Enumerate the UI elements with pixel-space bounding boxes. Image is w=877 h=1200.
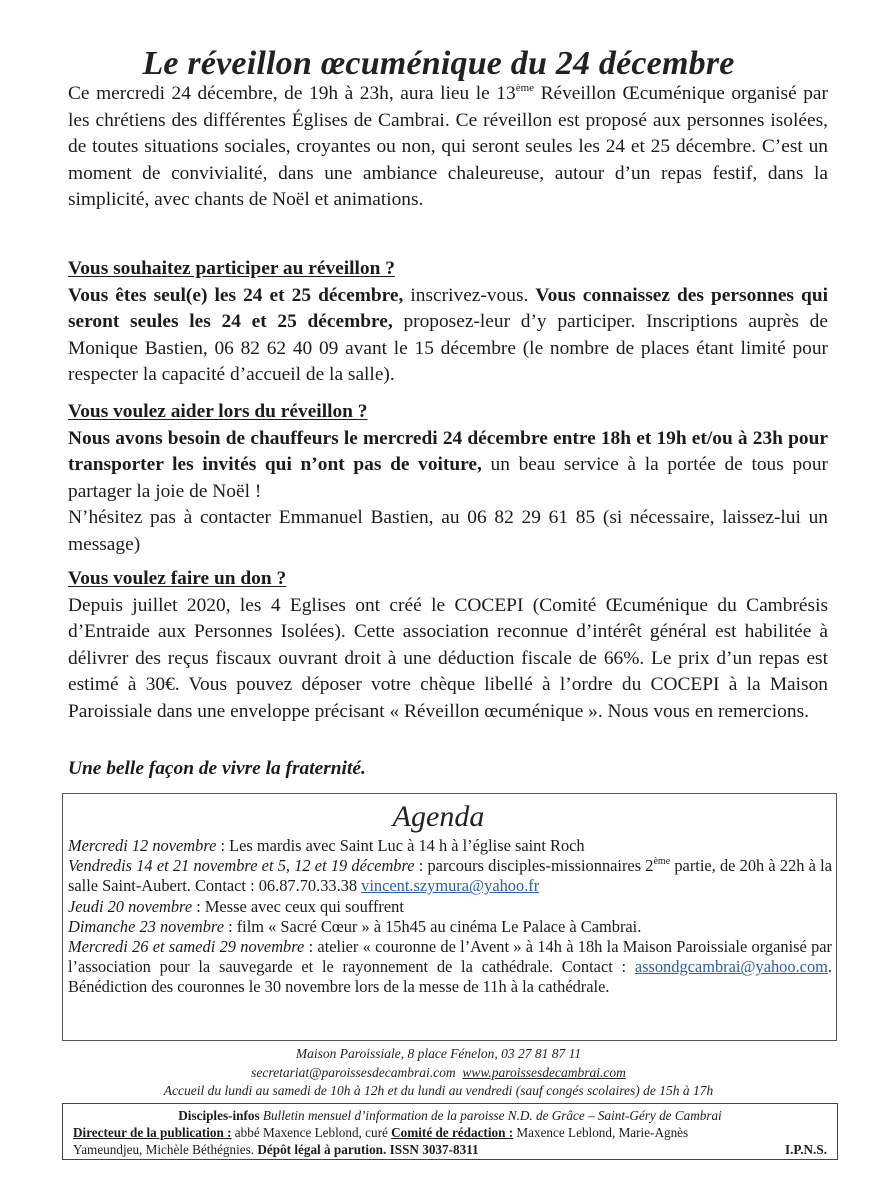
publication-footer: [62, 1103, 838, 1160]
intro-text-part2: Réveillon Œcuménique organisé par les chrétiens des différentes Églises de Cambrai. Ce réveillon est proposé aux personnes isolées, de toutes situations sociales, croyantes ou non, qui seront seules les 24 et 25 décembre. C’est un moment de convivialité, dans une ambiance chaleureuse, autour d’un repas festif, dans la simplicité, avec chants de Noël et animations.: [68, 83, 828, 210]
agenda-item-text: : Messe avec ceux qui souffrent: [192, 896, 404, 916]
agenda-item: [68, 836, 832, 856]
ordinal-superscript: ème: [515, 82, 535, 94]
agenda-item-text-cont: partie, de 20h à 22h à la salle Saint-Aubert. Contact : 06.87.70.33.38: [68, 856, 832, 896]
participate-text-2: proposez-leur d’y participer. Inscriptions auprès de Monique Bastien, 06 82 62 40 09 avant le 15 décembre (le nombre de places étant limité pour respecter la capacité d’accueil de la salle).: [68, 311, 828, 385]
parish-website-link[interactable]: www.paroissesdecambrai.com: [462, 1064, 626, 1080]
agenda-item-date: Mercredi 26 et samedi 29 novembre: [68, 937, 305, 957]
publication-description: Bulletin mensuel d’information de la paroisse N.D. de Grâce – Saint-Géry de Cambrai: [259, 1108, 722, 1123]
intro-text-part1: Ce mercredi 24 décembre, de 19h à 23h, aura lieu le 13: [68, 83, 516, 104]
agenda-list: [68, 836, 832, 998]
email-link-assondg[interactable]: assondgcambrai@yahoo.com: [634, 957, 828, 977]
section-heading-help: Vous voulez aider lors du réveillon ?: [68, 401, 368, 422]
page-title: Le réveillon œcuménique du 24 décembre: [142, 44, 735, 82]
agenda-item: [68, 937, 832, 998]
section-participate: [68, 256, 828, 389]
agenda-item: [68, 856, 832, 896]
parish-hours: Accueil du lundi au samedi de 10h à 12h et du lundi au vendredi (sauf congés scolaires) de 15h à 17h: [163, 1083, 714, 1098]
agenda-item-text: : Les mardis avec Saint Luc à 14 h à l’église saint Roch: [216, 836, 585, 855]
email-link-vincent[interactable]: vincent.szymura@yahoo.fr: [361, 876, 540, 896]
participate-bold-2: Vous connaissez des personnes qui seront seules les 24 et 25 décembre,: [68, 284, 828, 332]
section-heading-participate: Vous souhaitez participer au réveillon ?: [68, 258, 395, 279]
help-text-1: un beau service à la portée de tous pour partager la joie de Noël !: [68, 454, 828, 502]
section-help: [68, 399, 828, 558]
director-value: abbé Maxence Leblond, curé: [231, 1125, 392, 1140]
director-label: Directeur de la publication :: [73, 1125, 232, 1140]
parish-contact: [0, 1045, 877, 1101]
closing-line: Une belle façon de vivre la fraternité.: [68, 758, 366, 779]
committee-label: Comité de rédaction :: [391, 1125, 514, 1140]
intro-paragraph: [68, 81, 828, 214]
agenda-item-text-cont: . Bénédiction des couronnes le 30 novembre lors de la messe de 11h à la cathédrale.: [68, 957, 832, 997]
footer-line-3: [73, 1141, 827, 1158]
agenda-item-date: Dimanche 23 novembre: [68, 916, 224, 936]
committee-value-cont: Yameundjeu, Michèle Béthégnies.: [73, 1142, 258, 1157]
agenda-title: Agenda: [392, 800, 485, 833]
parish-online: [0, 1064, 877, 1083]
parish-address: Maison Paroissiale, 8 place Fénelon, 03 27 81 87 11: [295, 1046, 582, 1061]
committee-value: Maxence Leblond, Marie-Agnès: [513, 1125, 689, 1140]
footer-line-2: [73, 1124, 827, 1141]
agenda-item-text: : film « Sacré Cœur » à 15h45 au cinéma Le Palace à Cambrai.: [223, 916, 642, 936]
agenda-item-date: Jeudi 20 novembre: [68, 896, 193, 916]
parish-email[interactable]: secretariat@paroissesdecambrai.com: [251, 1064, 456, 1080]
participate-bold-1: Vous êtes seul(e) les 24 et 25 décembre,: [68, 284, 404, 306]
ipns-label: I.P.N.S.: [784, 1142, 827, 1157]
help-text-2: N’hésitez pas à contacter Emmanuel Bastien, au 06 82 29 61 85 (si nécessaire, laissez-lui un message): [68, 507, 828, 555]
agenda-item-date: Mercredi 12 novembre: [68, 836, 217, 855]
section-heading-donate: Vous voulez faire un don ?: [68, 568, 287, 589]
section-donate: [68, 566, 828, 725]
ordinal-superscript: ème: [653, 856, 671, 868]
footer-line-1: [73, 1107, 827, 1124]
help-bold-1: Nous avons besoin de chauffeurs le mercredi 24 décembre entre 18h et 19h et/ou à 23h pour transporter les invités qui n’ont pas de voiture,: [68, 427, 828, 475]
legal-deposit: Dépôt légal à parution. ISSN 3037-8311: [257, 1142, 479, 1157]
agenda-item-date: Vendredis 14 et 21 novembre et 5, 12 et 19 décembre: [68, 856, 415, 876]
participate-text-1: inscrivez-vous.: [403, 284, 536, 306]
agenda-item: [68, 917, 832, 937]
publication-name: Disciples-infos: [178, 1108, 260, 1123]
agenda-item-text: : parcours disciples-missionnaires 2: [414, 856, 654, 876]
agenda-item: [68, 897, 832, 917]
donate-text: Depuis juillet 2020, les 4 Eglises ont créé le COCEPI (Comité Œcuménique du Cambrésis d’Entraide aux Personnes Isolées). Cette association reconnue d’intérêt général est habilitée à délivrer des reçus fiscaux ouvrant droit à une déduction fiscale de 66%. Le prix d’un repas est estimé à 30€. Vous pouvez déposer votre chèque libellé à l’ordre du COCEPI à la Maison Paroissiale dans une enveloppe précisant « Réveillon œcuménique ». Nous vous en remercions.: [68, 594, 828, 722]
agenda-item-text: : atelier « couronne de l’Avent » à 14h à 18h la Maison Paroissiale organisé par l’association pour la sauvegarde et le rayonnement de la cathédrale. Contact :: [68, 937, 832, 977]
